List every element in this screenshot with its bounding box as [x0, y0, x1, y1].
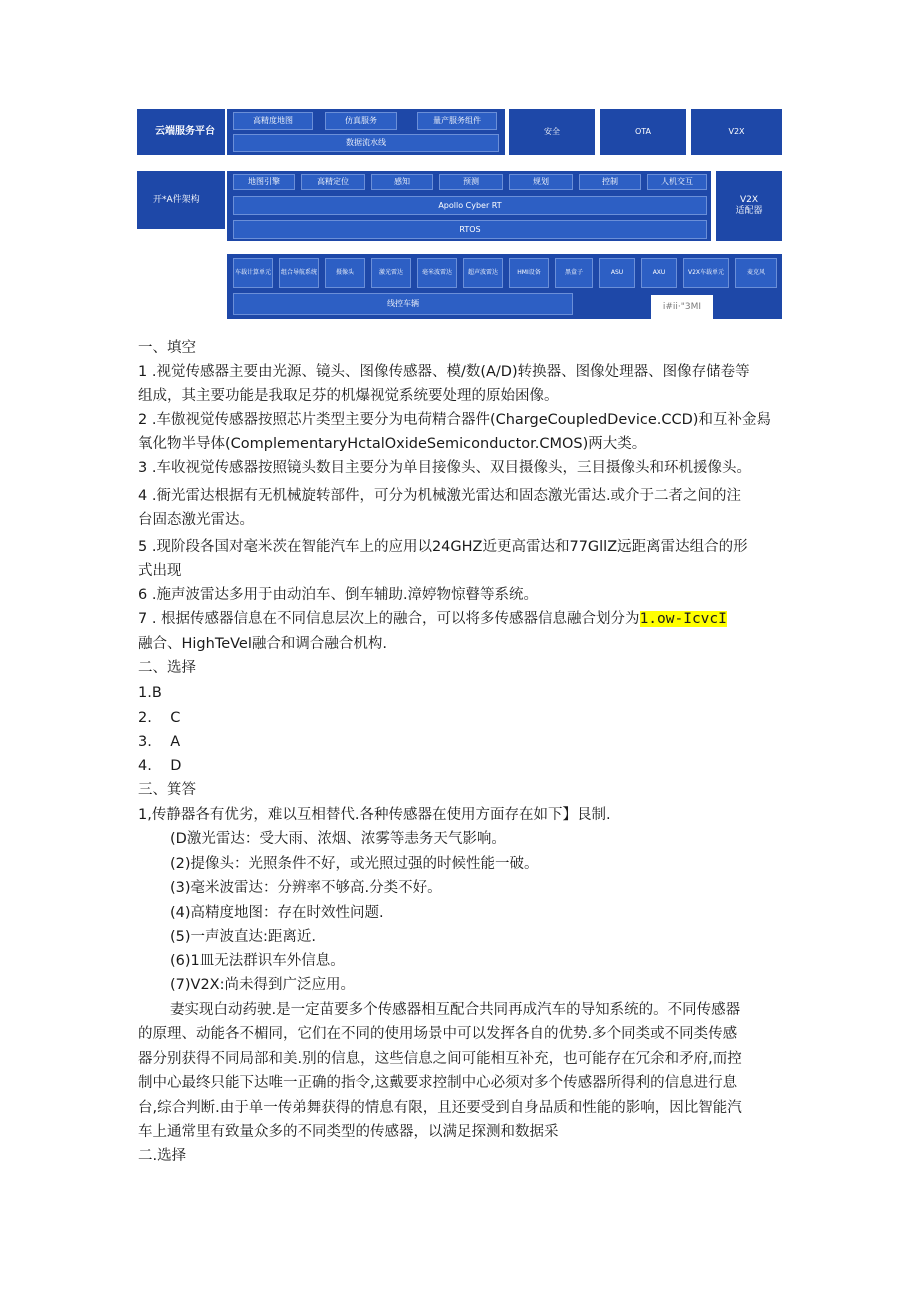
section-heading: 二.选择: [138, 1148, 187, 1164]
apollo-cyber-rt-box: Apollo Cyber RT: [233, 196, 707, 215]
text-line: 台固态激光雷达。: [138, 512, 254, 528]
software-module-box: 感知: [371, 174, 433, 190]
v2x-adapter-box: V2X 适配器: [716, 171, 782, 241]
answer-item: 2. C: [138, 710, 181, 726]
hardware-box: 毫米波雷达: [417, 258, 457, 288]
text-line: 1,传静器各有优劣，难以互相替代.各种传感器在使用方面存在如下】艮制.: [138, 807, 611, 823]
hardware-box: 激光雷达: [371, 258, 411, 288]
text-line: 氧化物半导体(ComplementaryHctalOxideSemiconductor.CMOS)两大类。: [138, 436, 647, 452]
section-heading: 一、填空: [138, 340, 196, 356]
hardware-box: 黑盒子: [555, 258, 593, 288]
hardware-tag: i#ii·"3MI: [651, 295, 713, 319]
cloud-service-box: 仿真服务: [325, 112, 397, 130]
software-module-box: 规划: [509, 174, 573, 190]
ota-box: OTA: [600, 109, 686, 155]
text-line: 2 .车傲视觉传感器按照芯片类型主要分为电荷精合器件(ChargeCoupledDevice.CCD)和互补金舄: [138, 412, 771, 428]
cloud-service-box: 高精度地图: [233, 112, 313, 130]
wire-control-box: 线控车辆: [233, 293, 573, 315]
software-module-box: 预测: [439, 174, 503, 190]
text-line: 1 .视觉传感器主要由光源、镜头、图像传感器、模/数(A/D)转换器、图像处理器、图像存储卷等: [138, 364, 750, 380]
software-module-box: 人机交互: [647, 174, 707, 190]
text-line: 5 .现阶段各国对毫米茨在智能汽车上的应用以24GHZ近更高雷达和77GllZ远距离雷达组合的形: [138, 539, 748, 555]
list-item: (3)毫米波雷达：分辨率不够高.分类不好。: [170, 880, 442, 896]
text-segment: 7 . 根据传感器信息在不同信息层次上的融合，可以将多传感器信息融合划分为: [138, 611, 640, 627]
hardware-box: AXU: [641, 258, 677, 288]
security-box: 安全: [509, 109, 595, 155]
text-line: 4 .衙光雷达根据有无机械旋转部件，可分为机械激光雷达和固态激光雷达.或介于二者之间的注: [138, 488, 742, 504]
list-item: (6)1皿无法群识车外信息。: [170, 953, 345, 969]
text-line: 台,综合判断.由于单一传弟舞获得的情息有限，且还要受到自身品质和性能的影响，因比智能汽: [138, 1100, 742, 1116]
hardware-box: ASU: [599, 258, 635, 288]
text-line: 组成，其主要功能是我取足芬的机爆视觉系统要处理的原始困像。: [138, 388, 559, 404]
text-line: 的原理、动能各不楣同，它们在不同的使用场景中可以发挥各自的优势.多个同类或不同类传感: [138, 1026, 738, 1042]
list-item: (5)一声波直达:距离近.: [170, 929, 317, 945]
list-item: (2)提像头：光照条件不好，或光照过强的时候性能一破。: [170, 856, 539, 872]
data-pipeline-box: 数据流水线: [233, 134, 499, 152]
text-line: 妻实现白动药驶.是一定苗要多个传感器相互配合共同再成汽车的导知系统的。不同传感器: [170, 1002, 741, 1018]
v2x-box: V2X: [691, 109, 782, 155]
hardware-box: 车载计算单元: [233, 258, 273, 288]
hardware-box: 超声波雷达: [463, 258, 503, 288]
software-module-box: 地图引擎: [233, 174, 295, 190]
text-line: 3 .车收视觉传感器按照镜头数目主要分为单目接像头、双目摄像头，三目摄像头和环机援像头。: [138, 460, 751, 476]
text-line: [138, 607, 727, 631]
cloud-service-box: 量产服务组件: [417, 112, 497, 130]
text-line: 式出现: [138, 563, 182, 579]
hardware-box: V2X车载单元: [683, 258, 729, 288]
hardware-box: 组合导航系统: [279, 258, 319, 288]
software-module-box: 控制: [579, 174, 641, 190]
text-line: 6 .施声波雷达多用于由动泊车、倒车辅助.漳婷物惊瞽等系统。: [138, 587, 539, 603]
hardware-box: 麦克风: [735, 258, 777, 288]
list-item: (D激光雷达：受大雨、浓烟、浓雾等恚务天气影响。: [170, 831, 506, 847]
text-line: 车上通常里有致量众多的不同类型的传感器，以满足探测和数据采: [138, 1124, 559, 1140]
answer-item: 4. D: [138, 758, 182, 774]
highlighted-term: 1.ow-IcvcI: [639, 611, 727, 627]
list-item: (7)V2X:尚未得到广泛应用。: [170, 977, 356, 993]
software-stack-label: 开*A件架构: [137, 171, 225, 229]
architecture-diagram: [137, 109, 782, 319]
answer-item: 1.B: [138, 685, 162, 701]
answer-item: 3. A: [138, 734, 181, 750]
cloud-platform-label: 云端服务平台: [137, 109, 225, 155]
section-heading: 二、选择: [138, 660, 196, 676]
section-heading: 三、箕答: [138, 782, 196, 798]
hardware-box: HMI设备: [509, 258, 549, 288]
text-line: 器分别获得不同局部和美.别的信息，这些信息之间可能相互补充，也可能存在冗余和矛府,而控: [138, 1051, 742, 1067]
list-item: (4)高精度地图：存在时效性问题.: [170, 905, 384, 921]
text-line: 制中心最终只能下达唯一正确的指令,这戴要求控制中心必须对多个传感器所得利的信息进行息: [138, 1075, 738, 1091]
software-module-box: 高精定位: [301, 174, 365, 190]
text-line: 融合、HighTeVel融合和调合融合机构.: [138, 636, 387, 652]
hardware-box: 摄像头: [325, 258, 365, 288]
rtos-box: RTOS: [233, 220, 707, 239]
